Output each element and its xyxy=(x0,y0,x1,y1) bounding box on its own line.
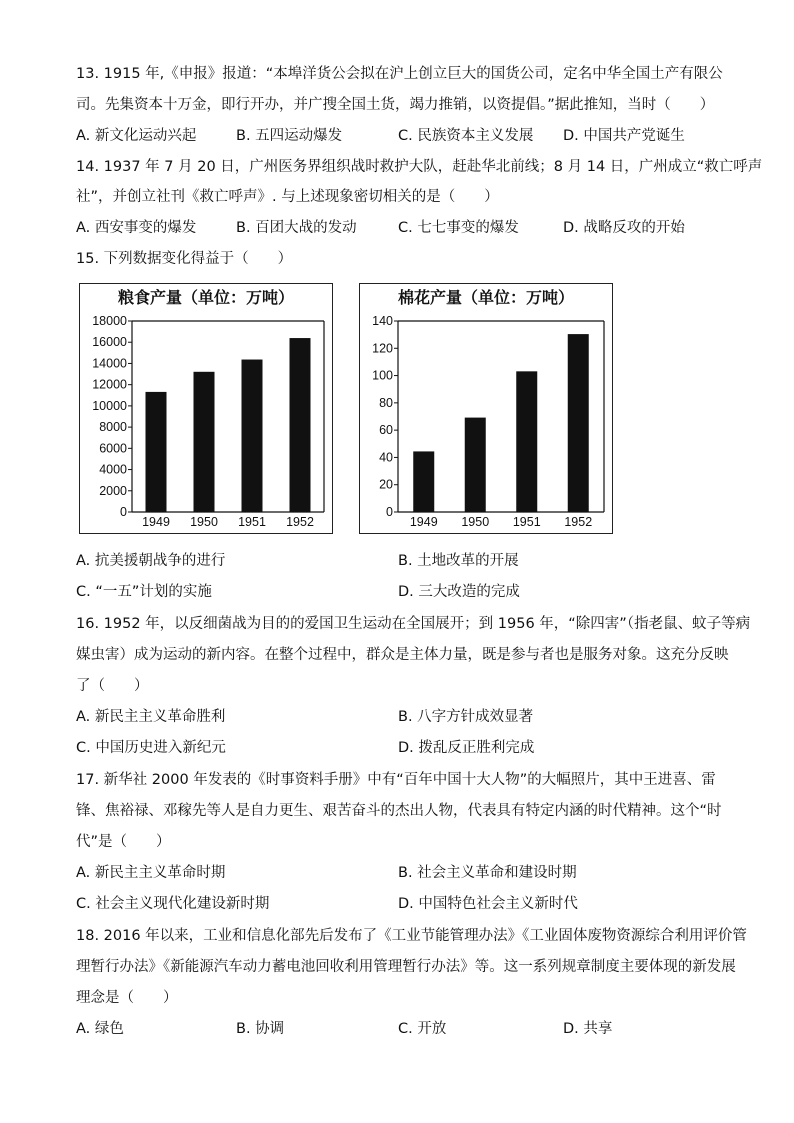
y-tick-label: 40 xyxy=(379,450,393,465)
q17-option-c[interactable]: C. 社会主义现代化建设新时期 xyxy=(76,896,270,912)
bar-1951 xyxy=(516,371,537,512)
q16-line-2: 媒虫害）成为运动的新内容。在整个过程中，群众是主体力量，既是参与者也是服务对象。这充分反映 xyxy=(76,647,729,663)
y-tick-label: 18000 xyxy=(92,314,127,328)
y-tick-label: 2000 xyxy=(99,483,127,498)
q14-option-a[interactable]: A. 西安事变的爆发 xyxy=(76,220,197,236)
x-tick-label: 1950 xyxy=(461,515,490,529)
q18-option-b[interactable]: B. 协调 xyxy=(236,1021,285,1037)
bar-1950 xyxy=(194,372,215,512)
q14-option-d[interactable]: D. 战略反攻的开始 xyxy=(563,220,685,236)
q15-option-b[interactable]: B. 土地改革的开展 xyxy=(398,553,519,569)
x-tick-label: 1951 xyxy=(512,515,541,529)
bar-1952 xyxy=(568,334,589,512)
q16-option-d[interactable]: D. 拨乱反正胜利完成 xyxy=(398,740,535,756)
y-tick-label: 12000 xyxy=(92,377,127,392)
x-tick-label: 1951 xyxy=(238,515,266,529)
q17-option-b[interactable]: B. 社会主义革命和建设时期 xyxy=(398,865,577,881)
q17-line-2: 锋、焦裕禄、邓稼先等人是自力更生、艰苦奋斗的杰出人物，代表具有特定内涵的时代精神。这个“时 xyxy=(76,803,722,819)
bar-1951 xyxy=(242,360,263,512)
q13-option-d[interactable]: D. 中国共产党诞生 xyxy=(563,128,685,144)
q16-line-3: 了（ ） xyxy=(76,678,149,694)
y-tick-label: 140 xyxy=(372,314,393,328)
y-tick-label: 100 xyxy=(372,368,393,383)
cotton-chart-title: 棉花产量（单位：万吨） xyxy=(397,288,574,307)
q18-line-2: 理暂行办法》《新能源汽车动力蓄电池回收利用管理暂行办法》等。这一系列规章制度主要体现的新发展 xyxy=(76,959,736,975)
q13-option-c[interactable]: C. 民族资本主义发展 xyxy=(398,128,534,144)
q15-line-1: 15. 下列数据变化得益于（ ） xyxy=(76,251,293,267)
y-tick-label: 20 xyxy=(379,477,393,492)
q16-option-a[interactable]: A. 新民主主义革命胜利 xyxy=(76,709,226,725)
y-tick-label: 80 xyxy=(379,395,393,410)
grain-chart-svg xyxy=(80,284,334,535)
q18-option-a[interactable]: A. 绿色 xyxy=(76,1021,124,1037)
q17-option-d[interactable]: D. 中国特色社会主义新时代 xyxy=(398,896,578,912)
q14-line-2: 社”，并创立社刊《救亡呼声》. 与上述现象密切相关的是（ ） xyxy=(76,189,499,205)
q17-line-3: 代”是（ ） xyxy=(76,834,171,850)
y-tick-label: 0 xyxy=(120,505,127,519)
x-tick-label: 1949 xyxy=(409,515,438,529)
q16-option-b[interactable]: B. 八字方针成效显著 xyxy=(398,709,534,725)
q15-option-c[interactable]: C. “一五”计划的实施 xyxy=(76,584,212,600)
y-tick-label: 0 xyxy=(386,505,393,519)
q15-option-d[interactable]: D. 三大改造的完成 xyxy=(398,584,520,600)
bar-1949 xyxy=(146,392,167,512)
q13-line-2: 司。先集资本十万金，即行开办，并广搜全国土货，竭力推销，以资提倡。”据此推知，当时（ ） xyxy=(76,97,715,113)
bar-1950 xyxy=(465,418,486,512)
y-tick-label: 14000 xyxy=(92,356,127,371)
y-tick-label: 120 xyxy=(372,341,393,356)
q13-line-1: 13. 1915 年,《申报》报道：“本埠洋货公会拟在沪上创立巨大的国货公司，定名中华全国土产有限公 xyxy=(76,66,723,82)
q17-line-1: 17. 新华社 2000 年发表的《时事资料手册》中有“百年中国十大人物”的大幅照片，其中王进喜、雷 xyxy=(76,772,716,788)
y-tick-label: 10000 xyxy=(92,398,127,413)
q18-option-d[interactable]: D. 共享 xyxy=(563,1021,613,1037)
q13-option-a[interactable]: A. 新文化运动兴起 xyxy=(76,128,197,144)
q16-line-1: 16. 1952 年，以反细菌战为目的的爱国卫生运动在全国展开；到 1956 年，“除四害”（指老鼠、蚊子等病 xyxy=(76,616,751,632)
cotton-chart-svg xyxy=(360,284,614,535)
q13-option-b[interactable]: B. 五四运动爆发 xyxy=(236,128,343,144)
bar-1949 xyxy=(413,451,434,512)
q16-option-c[interactable]: C. 中国历史进入新纪元 xyxy=(76,740,226,756)
y-tick-label: 8000 xyxy=(99,420,127,435)
q14-line-1: 14. 1937 年 7 月 20 日，广州医务界组织战时救护大队，赶赴华北前线；8 月 14 日，广州成立“救亡呼声 xyxy=(76,159,763,175)
q18-option-c[interactable]: C. 开放 xyxy=(398,1021,447,1037)
q15-option-a[interactable]: A. 抗美援朝战争的进行 xyxy=(76,553,226,569)
q14-option-c[interactable]: C. 七七事变的爆发 xyxy=(398,220,519,236)
x-tick-label: 1952 xyxy=(564,515,593,529)
q18-line-3: 理念是（ ） xyxy=(76,990,178,1006)
q17-option-a[interactable]: A. 新民主主义革命时期 xyxy=(76,865,226,881)
x-tick-label: 1950 xyxy=(190,515,218,529)
x-tick-label: 1952 xyxy=(286,515,314,529)
y-tick-label: 6000 xyxy=(99,441,127,456)
bar-1952 xyxy=(290,338,311,512)
y-tick-label: 60 xyxy=(379,423,393,438)
y-tick-label: 4000 xyxy=(99,462,127,477)
y-tick-label: 16000 xyxy=(92,335,127,350)
grain-chart xyxy=(79,283,333,534)
q18-line-1: 18. 2016 年以来，工业和信息化部先后发布了《工业节能管理办法》《工业固体废物资源综合利用评价管 xyxy=(76,928,747,944)
cotton-chart xyxy=(359,283,613,534)
x-tick-label: 1949 xyxy=(142,515,170,529)
grain-chart-title: 粮食产量（单位：万吨） xyxy=(117,288,294,307)
q14-option-b[interactable]: B. 百团大战的发动 xyxy=(236,220,357,236)
